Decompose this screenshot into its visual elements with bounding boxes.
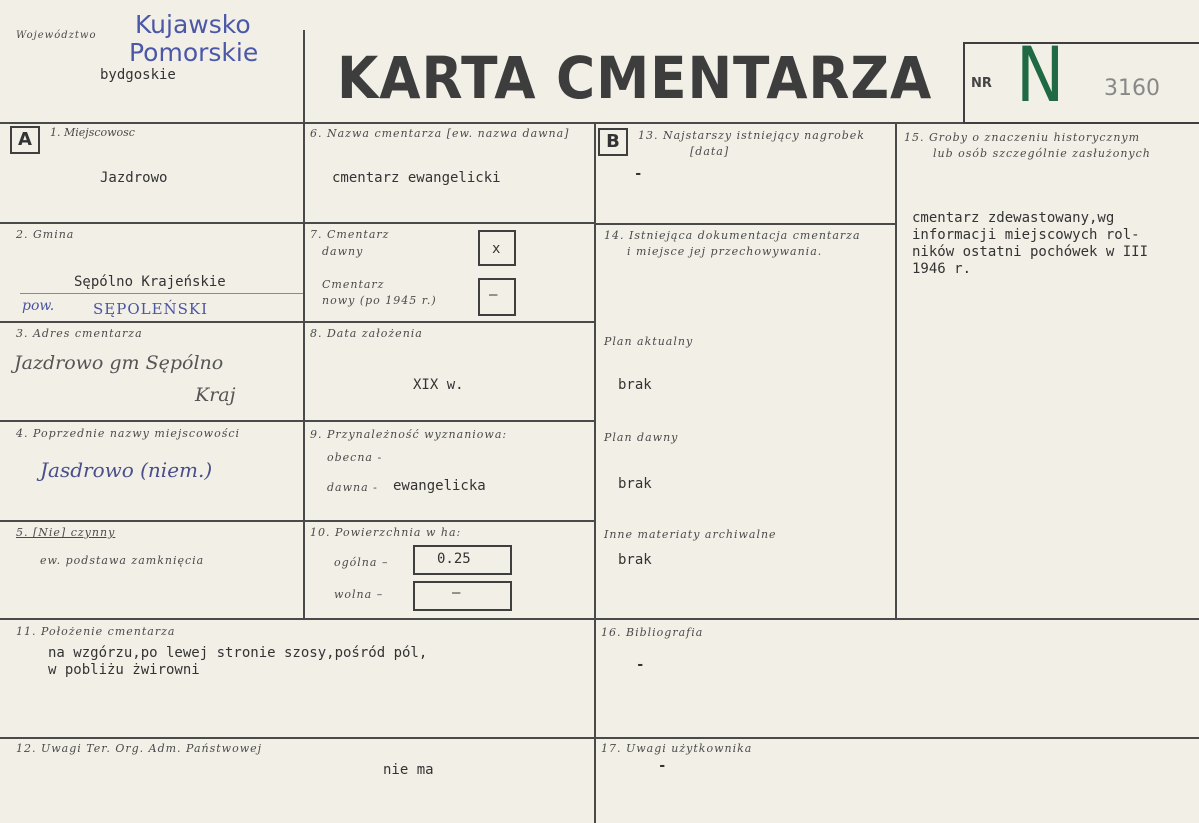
field-3-label: 3. Adres cmentarza — [16, 327, 143, 340]
wojewodztwo-label: Województwo — [16, 30, 97, 41]
field-9-label: 9. Przynależność wyznaniowa: — [310, 428, 508, 441]
inne-materialy-value: brak — [618, 552, 652, 568]
divider — [0, 420, 596, 422]
field-7-dawny-value: x — [492, 241, 501, 257]
field-10-wolna-label: wolna – — [334, 588, 384, 601]
field-15-line2: informacji miejscowych rol- — [912, 227, 1140, 243]
field-7-dawny-label-1: 7. Cmentarz — [310, 228, 390, 241]
field-10-wolna-box — [413, 581, 512, 611]
divider — [0, 520, 596, 522]
field-15-label-1: 15. Groby o znaczeniu historycznym — [904, 131, 1141, 144]
divider — [0, 618, 1199, 620]
field-11-label: 11. Położenie cmentarza — [16, 625, 176, 638]
plan-dawny-value: brak — [618, 476, 652, 492]
field-2-pow-label: pow. — [22, 298, 55, 314]
inne-materialy-label: Inne materiaty archiwalne — [604, 528, 777, 541]
field-1-value: Jazdrowo — [100, 170, 168, 186]
divider — [594, 122, 596, 823]
field-13-label-1: 13. Najstarszy istniejący nagrobek — [638, 129, 865, 142]
field-10-ogolna-label: ogólna – — [334, 556, 389, 569]
field-16-value: - — [636, 657, 645, 673]
field-6-value: cmentarz ewangelicki — [332, 170, 501, 186]
field-2-pow-value: SĘPOLEŃSKI — [93, 300, 209, 318]
field-3-value-line1: Jazdrowo gm Sępólno — [14, 352, 224, 374]
wojewodztwo-stamp-line2: Pomorskie — [129, 38, 259, 67]
field-16-label: 16. Bibliografia — [601, 626, 704, 639]
field-9-obecna-label: obecna - — [327, 451, 383, 464]
field-7-nowy-label-1: Cmentarz — [322, 278, 385, 291]
field-9-dawna-label: dawna - — [327, 481, 378, 494]
plan-aktualny-label: Plan aktualny — [604, 335, 694, 348]
field-15-label-2: lub osób szczególnie zasłużonych — [933, 147, 1151, 160]
field-15-line3: ników ostatni pochówek w III — [912, 244, 1149, 260]
field-4-value: Jasdrowo (niem.) — [40, 458, 213, 482]
field-17-value: - — [658, 758, 667, 774]
field-14-label-1: 14. Istniejąca dokumentacja cmentarza — [604, 229, 861, 242]
section-a-marker: A — [10, 126, 40, 154]
field-15-line1: cmentarz zdewastowany,wg — [912, 210, 1115, 226]
divider — [20, 293, 303, 294]
field-4-label: 4. Poprzednie nazwy miejscowości — [16, 427, 241, 440]
nr-box — [963, 42, 1199, 124]
field-8-label: 8. Data założenia — [310, 327, 423, 340]
divider — [303, 520, 305, 620]
field-13-label-2: [data] — [690, 145, 730, 158]
nr-label: NR — [971, 76, 992, 91]
field-12-label: 12. Uwagi Ter. Org. Adm. Państwowej — [16, 742, 263, 755]
page-title: KARTA CMENTARZA — [337, 44, 933, 112]
wojewodztwo-old-value: bydgoskie — [100, 67, 176, 83]
section-b-marker: B — [598, 128, 628, 156]
field-8-value: XIX w. — [413, 377, 464, 393]
field-1-label: 1. Miejscowosc — [50, 126, 135, 139]
divider — [596, 223, 897, 225]
field-13-value: - — [634, 166, 643, 182]
field-5-sub: ew. podstawa zamknięcia — [40, 554, 205, 567]
field-7-dawny-label-2: dawny — [322, 245, 364, 258]
field-10-ogolna-value: 0.25 — [437, 551, 471, 567]
divider — [0, 321, 596, 323]
field-7-nowy-label-2: nowy (po 1945 r.) — [322, 294, 437, 307]
divider — [895, 122, 897, 620]
field-7-nowy-value: — — [489, 287, 498, 303]
field-5-label: 5. [Nie] czynny — [16, 526, 116, 539]
field-2-value: Sępólno Krajeńskie — [74, 274, 226, 290]
nr-number: 3160 — [1104, 76, 1160, 101]
plan-aktualny-value: brak — [618, 377, 652, 393]
field-6-label: 6. Nazwa cmentarza [ew. nazwa dawna] — [310, 127, 570, 140]
field-12-value: nie ma — [383, 762, 434, 778]
field-3-value-line2: Kraj — [195, 384, 236, 406]
divider — [303, 30, 305, 525]
field-14-label-2: i miejsce jej przechowywania. — [627, 245, 823, 258]
field-11-line1: na wzgórzu,po lewej stronie szosy,pośród pól, — [48, 645, 428, 661]
divider — [0, 737, 1199, 739]
wojewodztwo-stamp-line1: Kujawsko — [135, 10, 251, 39]
field-9-dawna-value: ewangelicka — [393, 478, 486, 494]
field-10-wolna-value: — — [452, 585, 461, 601]
field-2-label: 2. Gmina — [16, 228, 75, 241]
divider — [0, 222, 596, 224]
field-11-line2: w pobliżu żwirowni — [48, 662, 200, 678]
nr-letter: N — [1016, 30, 1065, 119]
field-10-label: 10. Powierzchnia w ha: — [310, 526, 462, 539]
plan-dawny-label: Plan dawny — [604, 431, 679, 444]
field-15-line4: 1946 r. — [912, 261, 972, 277]
field-17-label: 17. Uwagi użytkownika — [601, 742, 753, 755]
